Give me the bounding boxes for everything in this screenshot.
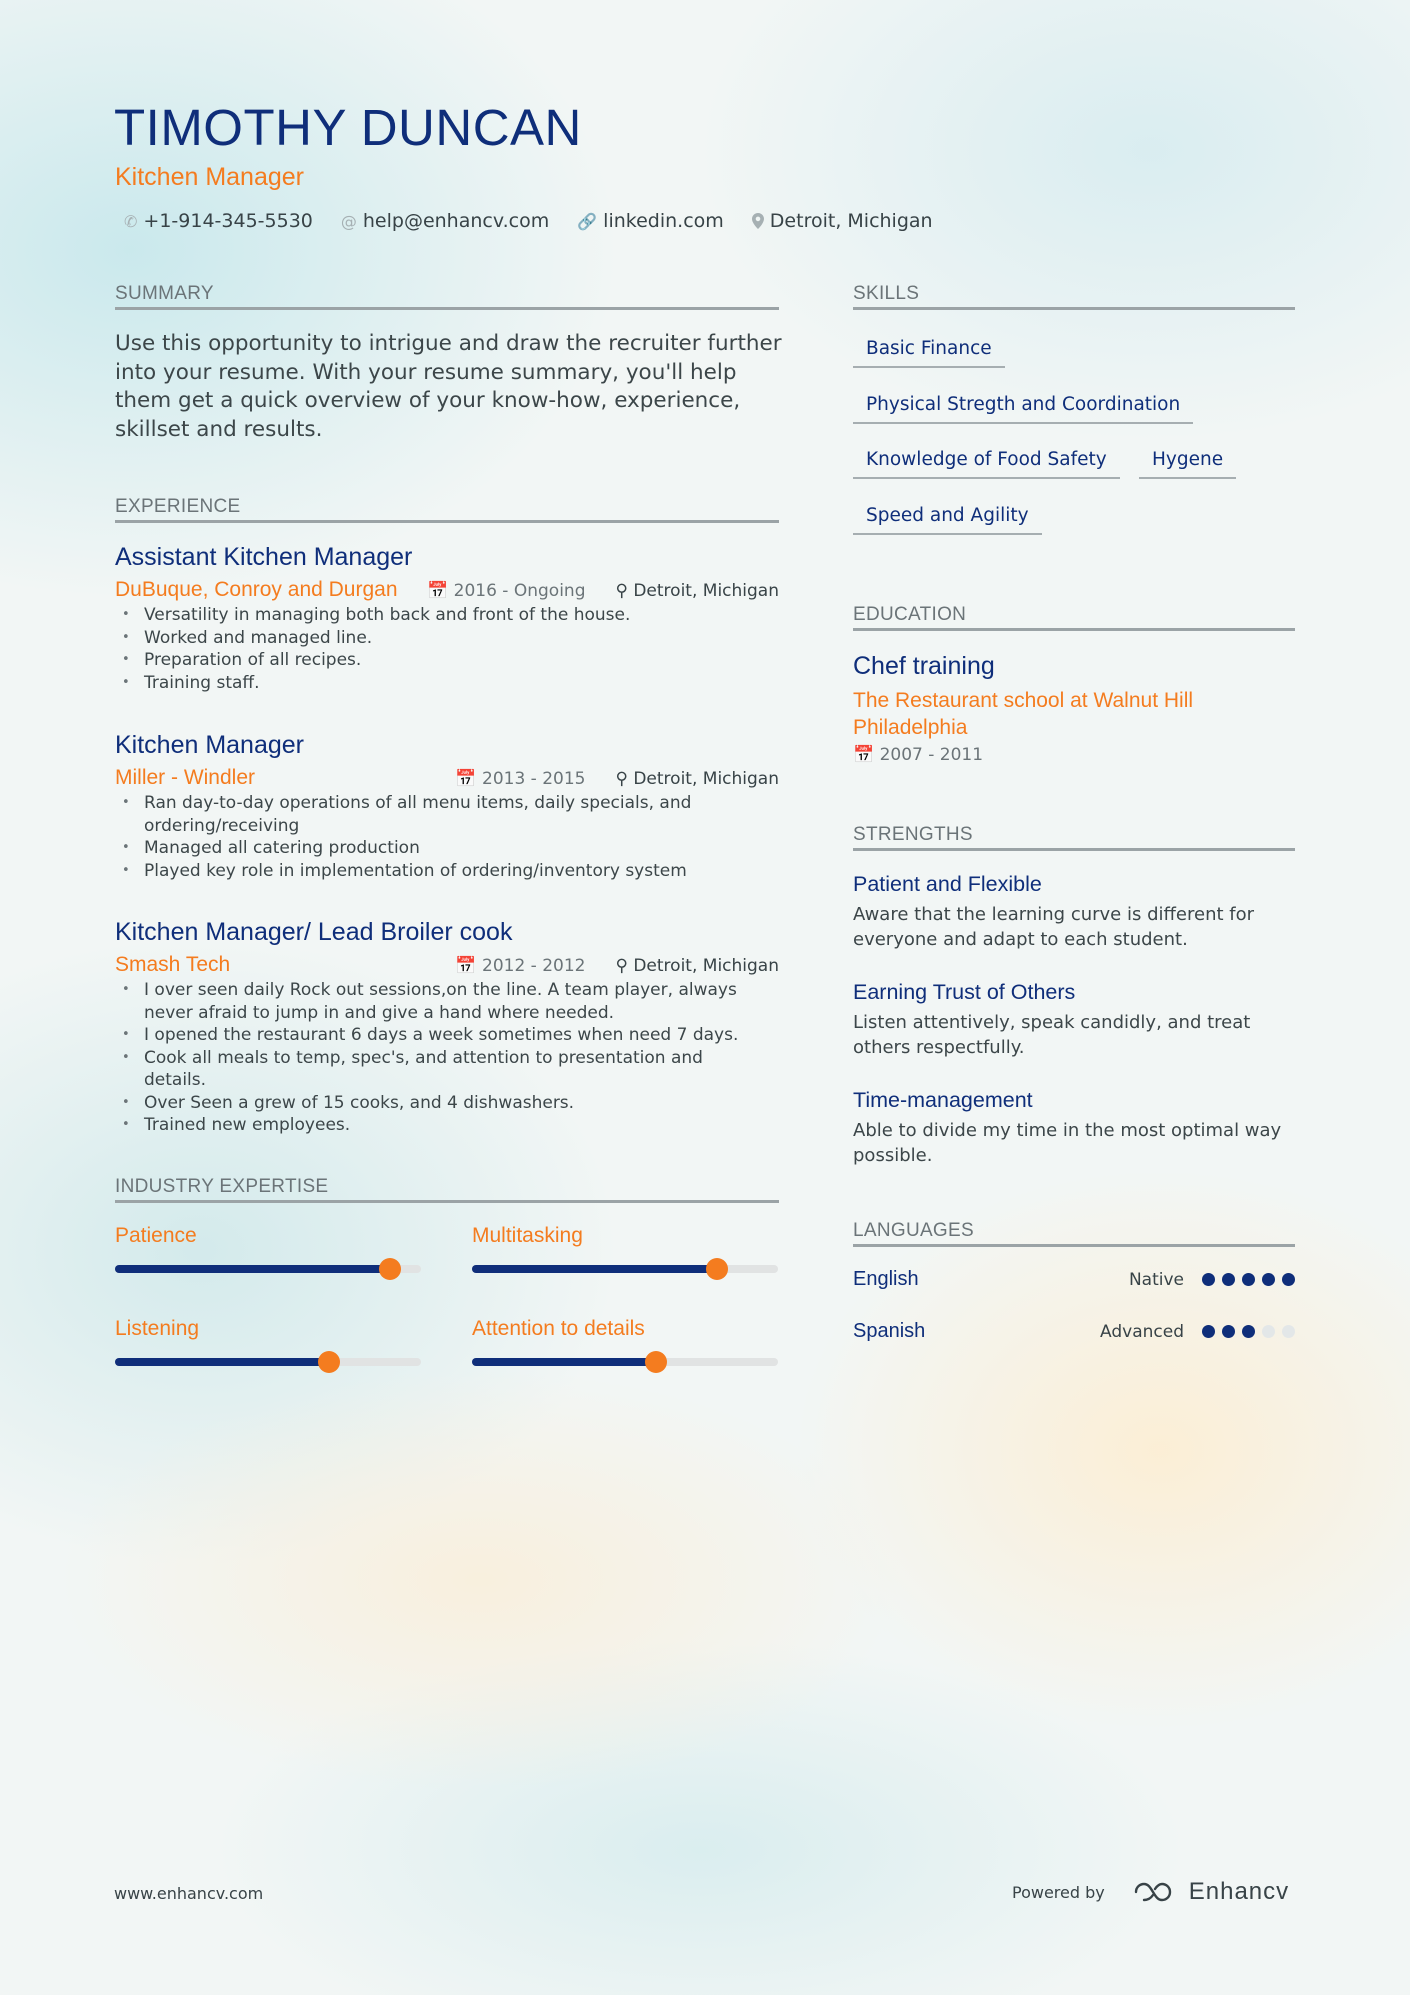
job-entry (115, 543, 779, 694)
proficiency-dot (1282, 1273, 1295, 1286)
language-level: Native (1128, 1269, 1184, 1290)
strength-title: Time-management (853, 1088, 1033, 1112)
job-bullets (115, 792, 715, 882)
expertise-bar-knob[interactable] (318, 1351, 340, 1373)
language-name: Spanish (853, 1320, 926, 1342)
expertise-heading: INDUSTRY EXPERTISE (115, 1176, 779, 1203)
powered-by-text: Powered by (1012, 1882, 1105, 1902)
footer-powered (1012, 1878, 1289, 1906)
expertise-bar-knob[interactable] (645, 1351, 667, 1373)
bullet-item: • Managed all catering production (115, 837, 715, 860)
job-location-wrap (615, 769, 779, 789)
expertise-bar (472, 1358, 778, 1366)
strength-desc: Aware that the learning curve is different for everyone and adapt to each student. (853, 904, 1255, 950)
job-location-wrap (615, 956, 779, 976)
bullet-item: • Versatility in managing both back and front of the house. (115, 604, 779, 627)
bullet-item: • Cook all meals to temp, spec's, and attention to presentation and details. (115, 1047, 745, 1092)
job-entry (115, 918, 779, 1137)
expertise-bar (472, 1265, 778, 1273)
proficiency-dot (1262, 1325, 1275, 1338)
job-meta (455, 956, 779, 976)
job-meta-row (115, 953, 779, 977)
strength-desc: Able to divide my time in the most optimal way possible. (853, 1120, 1282, 1166)
location-pin-icon: ⚲ (615, 769, 628, 789)
education-meta (853, 745, 1283, 765)
experience-heading: EXPERIENCE (115, 496, 779, 523)
strength-desc: Listen attentively, speak candidly, and treat others respectfully. (853, 1012, 1251, 1058)
strengths-heading: STRENGTHS (853, 824, 1295, 851)
skill-tag: Basic Finance (853, 338, 1005, 368)
job-meta-row (115, 578, 779, 602)
strength-item (853, 872, 1293, 952)
job-location: Detroit, Michigan (633, 956, 779, 976)
bullet-item: • Preparation of all recipes. (115, 649, 779, 672)
job-dates: 2013 - 2015 (482, 769, 586, 789)
strength-title: Patient and Flexible (853, 872, 1042, 896)
footer-website[interactable]: www.enhancv.com (114, 1884, 264, 1903)
bullet-item: • Over Seen a grew of 15 cooks, and 4 dishwashers. (115, 1092, 745, 1115)
strength-item (853, 980, 1293, 1060)
candidate-title: Kitchen Manager (115, 163, 305, 191)
location-pin-icon: ⚲ (615, 956, 628, 976)
expertise-label: Patience (115, 1224, 197, 1247)
skill-tag: Speed and Agility (853, 505, 1042, 535)
job-entry (115, 731, 779, 882)
expertise-bar-knob[interactable] (706, 1258, 728, 1280)
job-company: Miller - Windler (115, 766, 256, 789)
summary-heading: SUMMARY (115, 283, 779, 310)
job-meta (427, 581, 779, 601)
strength-title: Earning Trust of Others (853, 980, 1076, 1004)
bullet-item: • Worked and managed line. (115, 627, 779, 650)
skills-heading: SKILLS (853, 283, 1295, 310)
strength-item (853, 1088, 1293, 1168)
language-name: English (853, 1268, 919, 1290)
proficiency-dot (1222, 1273, 1235, 1286)
education-school: The Restaurant school at Walnut Hill Philadelphia (853, 689, 1194, 739)
job-meta (455, 769, 779, 789)
location-pin-icon: ⚲ (615, 581, 628, 601)
enhancv-logo[interactable] (1133, 1878, 1289, 1906)
expertise-bar-fill (472, 1358, 656, 1366)
calendar-icon: 📅 (455, 769, 477, 789)
proficiency-dot (1242, 1325, 1255, 1338)
candidate-name: TIMOTHY DUNCAN (114, 99, 582, 156)
expertise-bar-knob[interactable] (379, 1258, 401, 1280)
proficiency-dot (1202, 1273, 1215, 1286)
bullet-item: • Training staff. (115, 672, 779, 695)
link-icon: 🔗 (577, 211, 598, 231)
summary-text: Use this opportunity to intrigue and draw the recruiter further into your resume. With your resume summary, you'll help them get a quick overview of your know-how, experience, skillset and results. (115, 331, 782, 442)
bullet-item: • I over seen daily Rock out sessions,on the line. A team player, always never afraid to jump in and give a hand where needed. (115, 979, 745, 1024)
education-dates: 2007 - 2011 (879, 745, 984, 765)
education-entry (853, 652, 1283, 765)
expertise-bar-fill (115, 1358, 329, 1366)
proficiency-dot (1202, 1325, 1215, 1338)
job-bullets (115, 979, 745, 1137)
education-heading: EDUCATION (853, 604, 1295, 631)
bullet-item: • Trained new employees. (115, 1114, 745, 1137)
language-dots (1202, 1273, 1295, 1286)
job-location: Detroit, Michigan (633, 769, 779, 789)
job-meta-row (115, 766, 779, 790)
contact-email[interactable] (341, 210, 549, 232)
expertise-bar-fill (115, 1265, 390, 1273)
expertise-label: Multitasking (472, 1224, 583, 1247)
job-title: Kitchen Manager (115, 731, 305, 759)
link-text: linkedin.com (603, 210, 724, 232)
language-row (853, 1268, 1295, 1291)
phone-text: +1-914-345-5530 (143, 210, 313, 232)
language-dots (1202, 1325, 1295, 1338)
email-text: help@enhancv.com (362, 210, 550, 232)
phone-icon: ✆ (124, 211, 138, 231)
job-dates: 2016 - Ongoing (453, 581, 586, 601)
at-icon: @ (340, 211, 357, 231)
job-dates-wrap (455, 956, 585, 976)
language-level: Advanced (1100, 1321, 1184, 1342)
job-title: Assistant Kitchen Manager (115, 543, 413, 571)
contact-bar (124, 210, 933, 232)
job-dates: 2012 - 2012 (482, 956, 586, 976)
job-company: DuBuque, Conroy and Durgan (115, 578, 398, 601)
contact-link[interactable] (577, 210, 724, 232)
proficiency-dot (1222, 1325, 1235, 1338)
job-location: Detroit, Michigan (633, 581, 779, 601)
expertise-bar (115, 1358, 421, 1366)
calendar-icon: 📅 (455, 956, 477, 976)
calendar-icon: 📅 (853, 745, 875, 765)
proficiency-dot (1282, 1325, 1295, 1338)
location-pin-icon (752, 213, 764, 229)
education-dates-wrap (853, 745, 983, 765)
expertise-bar (115, 1265, 421, 1273)
bullet-item: • Ran day-to-day operations of all menu items, daily specials, and ordering/receiving (115, 792, 715, 837)
job-location-wrap (615, 581, 779, 601)
bullet-item: • I opened the restaurant 6 days a week sometimes when need 7 days. (115, 1024, 745, 1047)
expertise-label: Listening (115, 1317, 200, 1340)
job-dates-wrap (455, 769, 585, 789)
skill-tag: Physical Stregth and Coordination (853, 394, 1193, 424)
language-row (853, 1320, 1295, 1343)
expertise-bar-fill (472, 1265, 717, 1273)
languages-heading: LANGUAGES (853, 1220, 1295, 1247)
calendar-icon: 📅 (427, 581, 449, 601)
expertise-label: Attention to details (472, 1317, 645, 1340)
contact-location (752, 210, 933, 232)
job-title: Kitchen Manager/ Lead Broiler cook (115, 918, 513, 946)
job-dates-wrap (427, 581, 585, 601)
job-company: Smash Tech (115, 953, 231, 976)
proficiency-dot (1242, 1273, 1255, 1286)
bullet-item: • Played key role in implementation of ordering/inventory system (115, 860, 715, 883)
skill-tag: Hygene (1139, 449, 1236, 479)
enhancv-brand-text: Enhancv (1188, 1878, 1290, 1905)
location-text: Detroit, Michigan (769, 210, 933, 232)
education-degree: Chef training (853, 652, 995, 680)
contact-phone[interactable] (124, 210, 313, 232)
job-bullets (115, 604, 779, 694)
skill-tag: Knowledge of Food Safety (853, 449, 1120, 479)
enhancv-logo-icon (1133, 1880, 1179, 1904)
proficiency-dot (1262, 1273, 1275, 1286)
